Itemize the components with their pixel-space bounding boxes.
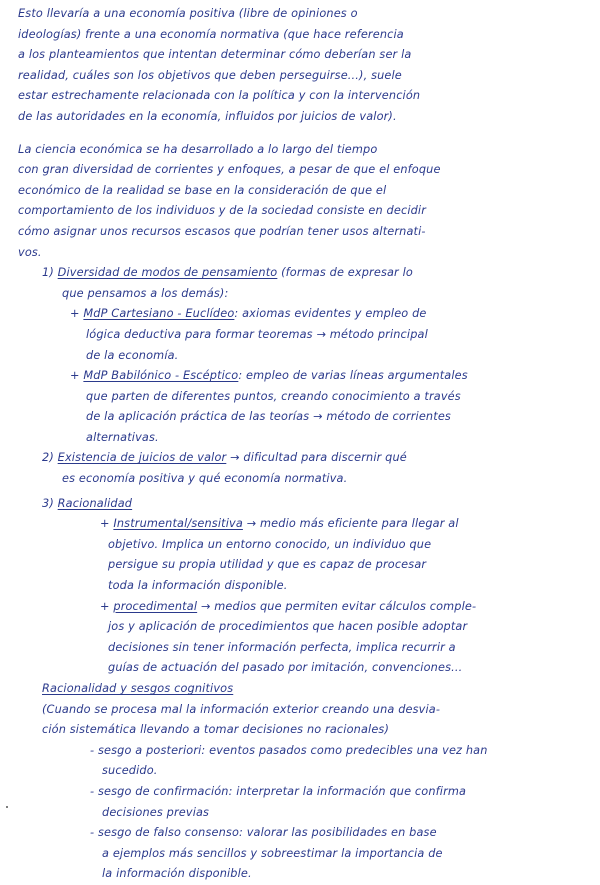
text-line: de la aplicación práctica de las teorías → método de corrientes <box>86 410 451 424</box>
text-line: sucedido. <box>102 764 158 778</box>
text-line: decisiones previas <box>102 805 210 819</box>
text-line: de las autoridades en la economía, influidos por juicios de valor). <box>18 109 397 123</box>
text-line: La ciencia económica se ha desarrollado a lo largo del tiempo <box>18 142 378 156</box>
section-heading <box>18 679 586 700</box>
text-line: que parten de diferentes puntos, creando conocimiento a través <box>86 389 461 403</box>
text-line: lógica deductiva para formar teoremas → método principal <box>86 327 428 341</box>
text-line: de la economía. <box>86 348 179 362</box>
section-cognitive-biases <box>18 679 586 885</box>
bullet-item <box>18 304 586 325</box>
text-line: comportamiento de los individuos y de la sociedad consiste en decidir <box>18 204 427 218</box>
section-value-judgements <box>18 448 586 489</box>
section-number: 3) <box>42 496 54 510</box>
section-text: (formas de expresar lo <box>277 266 413 280</box>
section-heading <box>18 263 586 284</box>
text-line: ideologías) frente a una economía normativa (que hace referencia <box>18 27 404 41</box>
bullet-title: MdP Babilónico - Escéptico <box>83 369 239 383</box>
bullet-plus-icon: + <box>100 517 110 531</box>
text-line: objetivo. Implica un entorno conocido, un individuo que <box>108 537 432 551</box>
bullet-item <box>18 597 586 618</box>
section-heading <box>18 448 586 469</box>
section-text: → dificultad para discernir qué <box>226 451 407 465</box>
text-line: Esto llevaría a una economía positiva (libre de opiniones o <box>18 7 358 20</box>
section-diversity <box>18 263 586 448</box>
section-title: Existencia de juicios de valor <box>57 451 227 465</box>
paragraph-economic-science <box>18 140 586 264</box>
bullet-text: → medios que permiten evitar cálculos comple- <box>197 599 477 613</box>
bullet-title: procedimental <box>113 599 198 613</box>
text-line: es economía positiva y qué economía normativa. <box>62 472 348 486</box>
list-item: - sesgo de falso consenso: valorar las posibilidades en base <box>90 826 437 840</box>
text-line: a ejemplos más sencillos y sobreestimar la importancia de <box>102 846 443 860</box>
bullet-plus-icon: + <box>100 599 110 613</box>
text-line: estar estrechamente relacionada con la política y con la intervención <box>18 89 421 103</box>
spacer <box>18 128 586 140</box>
text-line: toda la información disponible. <box>108 579 288 593</box>
section-title: Racionalidad <box>57 496 133 510</box>
section-number: 2) <box>42 451 54 465</box>
text-line: cómo asignar unos recursos escasos que podrían tener usos alternati- <box>18 224 426 238</box>
section-rationality <box>18 494 586 679</box>
text-line: a los planteamientos que intentan determinar cómo deberían ser la <box>18 48 412 62</box>
bullet-item <box>18 366 586 387</box>
section-heading <box>18 494 586 515</box>
text-line: vos. <box>18 245 42 259</box>
text-line: con gran diversidad de corrientes y enfoques, a pesar de que el enfoque <box>18 163 441 177</box>
text-line: ción sistemática llevando a tomar decisiones no racionales) <box>42 723 390 737</box>
text-line: decisiones sin tener información perfecta, implica recurrir a <box>108 640 456 654</box>
section-number: 1) <box>42 266 54 280</box>
bullet-item <box>18 514 586 535</box>
text-line: persigue su propia utilidad y que es capaz de procesar <box>108 558 427 572</box>
text-line: (Cuando se procesa mal la información exterior creando una desvia- <box>42 702 441 716</box>
text-line: alternativas. <box>86 430 159 444</box>
bullet-text: : empleo de varias líneas argumentales <box>238 369 468 383</box>
text-line: jos y aplicación de procedimientos que hacen posible adoptar <box>108 620 468 634</box>
list-item: - sesgo a posteriori: eventos pasados como predecibles una vez han <box>90 743 488 757</box>
text-line: guías de actuación del pasado por imitación, convenciones... <box>108 661 463 675</box>
bullet-title: MdP Cartesiano - Euclídeo <box>83 307 235 321</box>
text-line: la información disponible. <box>102 867 252 881</box>
paragraph-positive-normative <box>18 4 586 128</box>
text-line: que pensamos a los demás): <box>62 286 229 300</box>
text-line: económico de la realidad se base en la consideración de que el <box>18 183 387 197</box>
stray-mark <box>6 806 8 808</box>
bullet-text: → medio más eficiente para llegar al <box>242 517 459 531</box>
text-line: realidad, cuáles son los objetivos que deben perseguirse...), suele <box>18 68 402 82</box>
bullet-plus-icon: + <box>70 369 80 383</box>
section-title: Diversidad de modos de pensamiento <box>57 266 278 280</box>
list-item: - sesgo de confirmación: interpretar la información que confirma <box>90 784 467 798</box>
section-title: Racionalidad y sesgos cognitivos <box>42 682 234 695</box>
bullet-plus-icon: + <box>70 307 80 321</box>
bullet-text: : axiomas evidentes y empleo de <box>234 307 427 321</box>
bullet-title: Instrumental/sensitiva <box>113 517 243 531</box>
